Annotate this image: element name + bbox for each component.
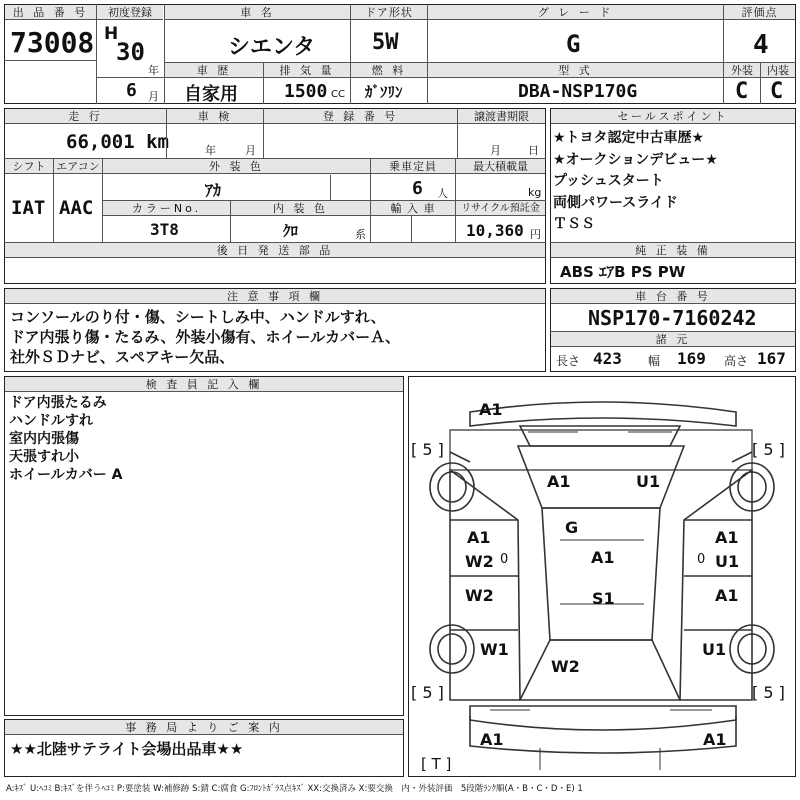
- equipment: ABS ｴｱB PS PW: [560, 263, 686, 281]
- width: 169: [677, 349, 706, 368]
- transfer-month-unit: 月: [490, 144, 501, 157]
- inspection-year-unit: 年: [205, 144, 216, 157]
- chassis-number: NSP170-7160242: [588, 306, 757, 330]
- recycle-fee: 10,360: [466, 221, 524, 240]
- sales-point-item: ＴＳＳ: [553, 216, 595, 232]
- registration-month: 6: [126, 80, 137, 101]
- fuel-label: 燃 料: [351, 63, 427, 78]
- displacement-unit: CC: [331, 89, 345, 100]
- mark-tire-rr: [ 5 ]: [752, 683, 785, 702]
- inspector-line: ホイールカバー A: [9, 467, 123, 483]
- interior-score: C: [770, 79, 784, 104]
- mark-hood-left: A1: [547, 472, 571, 491]
- mark-left-rear-fender: W1: [480, 640, 509, 659]
- registration-year: 30: [116, 38, 145, 66]
- model-label: 型 式: [428, 63, 723, 78]
- history: 自家用: [184, 84, 238, 105]
- ac: AAC: [59, 197, 94, 219]
- grade-label: グ レ ー ド: [428, 5, 723, 20]
- sales-point-item: プッシュスタート: [553, 173, 664, 189]
- sales-point-item: ★トヨタ認定中古車歴★: [553, 130, 705, 146]
- equipment-label: 純 正 装 備: [551, 243, 795, 258]
- import-label: 輸 入 車: [371, 201, 455, 216]
- exterior-color-label: 外 装 色: [103, 159, 370, 174]
- era: H: [104, 24, 119, 44]
- interior-color-label: 内 装 色: [231, 201, 370, 216]
- mark-door-small-right: 0: [697, 552, 706, 567]
- later-parts-label: 後 日 発 送 部 品: [5, 243, 545, 258]
- shift: IAT: [11, 197, 46, 219]
- height-label: 高さ: [724, 354, 749, 368]
- score-label: 評価点: [724, 5, 795, 20]
- car-name-label: 車 名: [165, 5, 350, 20]
- mark-front-bumper: A1: [479, 400, 503, 419]
- color-no-label: カラーNo.: [103, 201, 230, 216]
- mark-right-front-door-a: A1: [715, 528, 739, 547]
- specs-label: 諸 元: [551, 332, 795, 347]
- history-label: 車 歴: [165, 63, 263, 78]
- interior-label: 内装: [761, 63, 795, 78]
- score: 4: [753, 30, 769, 60]
- height: 167: [757, 349, 786, 368]
- ac-label: エアコン: [54, 159, 102, 174]
- notes-text: [10, 307, 400, 367]
- displacement-label: 排 気 量: [264, 63, 350, 78]
- mark-rear-bumper-right: A1: [703, 730, 727, 749]
- car-diagram-svg: [409, 377, 795, 776]
- mark-tire-rl: [ 5 ]: [411, 683, 444, 702]
- interior-color-unit: 系: [355, 228, 366, 241]
- mark-door-small-left: 0: [500, 552, 509, 567]
- recycle-label: リサイクル預託金: [456, 201, 545, 216]
- max-load-label: 最大積載量: [456, 159, 545, 174]
- mark-tire-fr: [ 5 ]: [752, 440, 785, 459]
- inspector-notes: [9, 394, 122, 484]
- mark-spare-tire: [ T ]: [421, 755, 452, 773]
- mileage: 66,001 km: [66, 131, 169, 153]
- month-unit: 月: [148, 90, 159, 103]
- mark-rear-bumper-left: A1: [480, 730, 504, 749]
- sales-points-label: セールスポイント: [551, 109, 795, 124]
- sales-points-list: [553, 128, 718, 236]
- sales-point-item: ★オークションデビュー★: [553, 151, 718, 168]
- lot-number: 73008: [10, 26, 95, 59]
- transfer-day-unit: 日: [528, 144, 539, 157]
- door-type-label: ドア形状: [351, 5, 427, 20]
- mark-left-front-door-a: A1: [467, 528, 491, 547]
- mark-tire-fl: [ 5 ]: [411, 440, 444, 459]
- lot-number-label: 出 品 番 号: [5, 5, 96, 20]
- notes-label: 注 意 事 項 欄: [5, 289, 545, 304]
- notes-line: コンソールのり付・傷、シートしみ中、ハンドルすれ、: [10, 308, 386, 326]
- width-label: 幅: [648, 354, 661, 368]
- max-load-unit: kg: [528, 186, 542, 199]
- mark-hood-right: U1: [636, 472, 661, 491]
- transfer-deadline-label: 譲渡書期限: [458, 109, 545, 124]
- car-name: シエンタ: [228, 35, 316, 60]
- inspector-line: 天張すれ小: [9, 449, 79, 465]
- mark-roof-front: A1: [591, 548, 615, 567]
- interior-color: ｸﾛ: [283, 222, 299, 240]
- mark-left-front-door-w: W2: [465, 552, 494, 571]
- grade: G: [566, 30, 581, 58]
- recycle-unit: 円: [530, 228, 541, 241]
- first-registration-label: 初度登録: [97, 5, 163, 20]
- mileage-label: 走 行: [5, 109, 166, 124]
- exterior-score: C: [735, 79, 749, 104]
- inspection-label: 車 検: [167, 109, 263, 124]
- notes-line: ドア内張り傷・たるみ、外装小傷有、ホイールカバーＡ、: [10, 328, 401, 346]
- mark-left-rear-door: W2: [465, 586, 494, 605]
- exterior-color: ｱｶ: [205, 181, 222, 200]
- color-no: 3T8: [150, 220, 179, 239]
- inspector-line: ドア内張たるみ: [9, 395, 107, 411]
- legend: A:ｷｽﾞ U:ﾍｺﾐ B:ｷｽﾞを伴うﾍｺﾐ P:要塗装 W:補修跡 S:錆 C:腐食 G:ﾌﾛﾝﾄｶﾞﾗｽ点ｷｽﾞ XX:交換済み X:要交換 内・外装評価 5段階ﾗﾝｸ順(A・B・C・D・E) 1: [6, 784, 583, 794]
- mark-right-rear-fender: U1: [702, 640, 727, 659]
- capacity-unit: 人: [437, 187, 448, 200]
- notes-line: 社外ＳＤナビ、スペアキー欠品、: [10, 348, 235, 366]
- capacity-label: 乗車定員: [371, 159, 455, 174]
- mark-right-rear-door: A1: [715, 586, 739, 605]
- inspector-line: 室内内張傷: [9, 431, 79, 447]
- year-unit: 年: [148, 64, 159, 77]
- office-notice: ★★北陸サテライト会場出品車★★: [10, 740, 244, 758]
- chassis-label: 車 台 番 号: [551, 289, 795, 304]
- reg-number-label: 登 録 番 号: [264, 109, 457, 124]
- mark-roof-rear: S1: [592, 589, 615, 608]
- exterior-label: 外装: [724, 63, 760, 78]
- shift-label: シフト: [5, 159, 53, 174]
- model: DBA-NSP170G: [518, 81, 638, 102]
- fuel: ｶﾞｿﾘﾝ: [365, 83, 403, 101]
- inspector-label: 検 査 員 記 入 欄: [5, 377, 403, 392]
- displacement: 1500: [284, 81, 328, 102]
- inspection-month-unit: 月: [245, 144, 256, 157]
- mark-windshield: G: [565, 518, 579, 537]
- inspector-line: ハンドルすれ: [9, 413, 93, 429]
- sales-point-item: 両側パワースライド: [553, 194, 678, 211]
- office-label: 事 務 局 よ り ご 案 内: [5, 720, 403, 735]
- mark-right-front-door-u: U1: [715, 552, 740, 571]
- mark-back-door: W2: [551, 657, 580, 676]
- door-type: 5W: [372, 30, 399, 55]
- length: 423: [593, 349, 622, 368]
- length-label: 長さ: [556, 354, 581, 368]
- capacity: 6: [412, 178, 423, 199]
